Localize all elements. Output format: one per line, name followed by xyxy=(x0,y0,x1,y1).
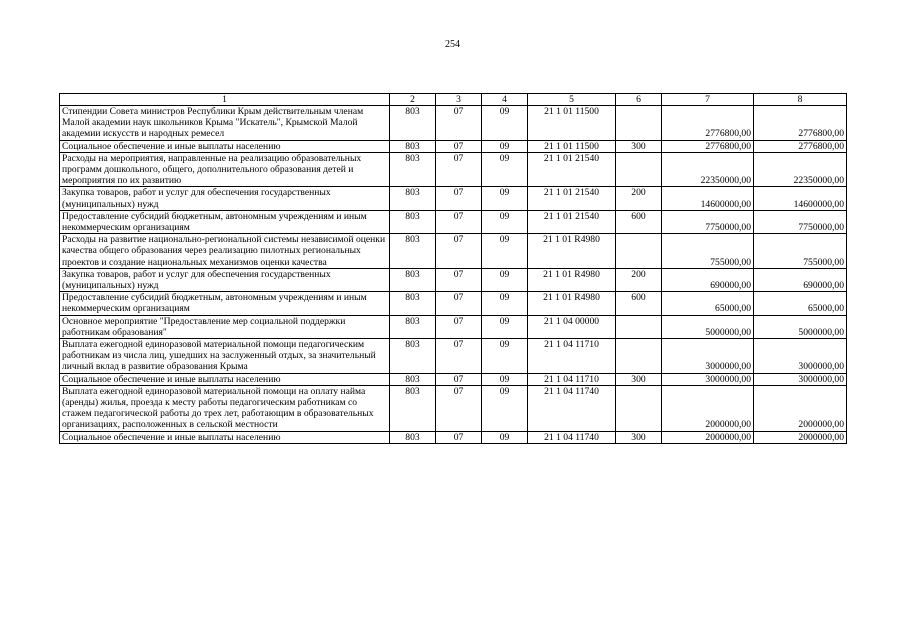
row-subsection: 09 xyxy=(482,431,528,443)
column-header: 3 xyxy=(436,94,482,106)
row-target-article: 21 1 04 11710 xyxy=(528,339,616,374)
column-header: 1 xyxy=(60,94,390,106)
row-amount-1: 2000000,00 xyxy=(662,385,754,431)
table-row xyxy=(60,234,847,269)
row-subsection: 09 xyxy=(482,106,528,141)
row-name: Предоставление субсидий бюджетным, автономным учреждениям и иным некоммерческим организациям xyxy=(60,210,390,233)
table-row xyxy=(60,140,847,152)
row-section: 07 xyxy=(436,106,482,141)
row-subsection: 09 xyxy=(482,385,528,431)
row-target-article: 21 1 04 11740 xyxy=(528,431,616,443)
page-number: 254 xyxy=(445,39,460,50)
row-target-article: 21 1 04 11740 xyxy=(528,385,616,431)
row-subsection: 09 xyxy=(482,268,528,291)
column-header: 6 xyxy=(616,94,662,106)
row-code-grbs: 803 xyxy=(390,187,436,210)
row-name: Предоставление субсидий бюджетным, автономным учреждениям и иным некоммерческим организациям xyxy=(60,292,390,315)
column-header: 5 xyxy=(528,94,616,106)
row-amount-1: 65000,00 xyxy=(662,292,754,315)
row-target-article: 21 1 01 21540 xyxy=(528,187,616,210)
row-expense-type xyxy=(616,152,662,187)
row-amount-1: 22350000,00 xyxy=(662,152,754,187)
row-expense-type: 600 xyxy=(616,292,662,315)
row-target-article: 21 1 01 R4980 xyxy=(528,234,616,269)
row-name: Социальное обеспечение и иные выплаты населению xyxy=(60,431,390,443)
column-header: 2 xyxy=(390,94,436,106)
row-amount-2: 2000000,00 xyxy=(754,385,847,431)
row-code-grbs: 803 xyxy=(390,339,436,374)
row-name: Социальное обеспечение и иные выплаты населению xyxy=(60,373,390,385)
row-code-grbs: 803 xyxy=(390,152,436,187)
row-code-grbs: 803 xyxy=(390,385,436,431)
row-name: Стипендии Совета министров Республики Крым действительным членам Малой академии наук школьников Крыма "Искатель", Крымской Малой академии искусств и народных ремесел xyxy=(60,106,390,141)
row-name: Расходы на развитие национально-региональной системы независимой оценки качества общего образования через реализацию пилотных региональных проектов и создание национальных механизмов оценки качества xyxy=(60,234,390,269)
row-amount-2: 14600000,00 xyxy=(754,187,847,210)
row-name: Социальное обеспечение и иные выплаты населению xyxy=(60,140,390,152)
row-code-grbs: 803 xyxy=(390,431,436,443)
row-target-article: 21 1 01 21540 xyxy=(528,210,616,233)
row-code-grbs: 803 xyxy=(390,292,436,315)
row-amount-2: 65000,00 xyxy=(754,292,847,315)
row-section: 07 xyxy=(436,234,482,269)
row-section: 07 xyxy=(436,187,482,210)
row-code-grbs: 803 xyxy=(390,373,436,385)
row-code-grbs: 803 xyxy=(390,210,436,233)
row-expense-type xyxy=(616,106,662,141)
row-subsection: 09 xyxy=(482,234,528,269)
row-name: Основное мероприятие "Предоставление мер социальной поддержки работникам образования" xyxy=(60,315,390,338)
column-header: 7 xyxy=(662,94,754,106)
row-expense-type: 200 xyxy=(616,268,662,291)
row-target-article: 21 1 01 21540 xyxy=(528,152,616,187)
row-amount-2: 2776800,00 xyxy=(754,140,847,152)
row-section: 07 xyxy=(436,315,482,338)
row-section: 07 xyxy=(436,268,482,291)
row-code-grbs: 803 xyxy=(390,140,436,152)
column-header: 8 xyxy=(754,94,847,106)
row-subsection: 09 xyxy=(482,292,528,315)
row-expense-type: 200 xyxy=(616,187,662,210)
row-amount-1: 2776800,00 xyxy=(662,140,754,152)
row-amount-2: 2776800,00 xyxy=(754,106,847,141)
row-target-article: 21 1 01 R4980 xyxy=(528,268,616,291)
row-code-grbs: 803 xyxy=(390,268,436,291)
row-expense-type xyxy=(616,339,662,374)
row-name: Закупка товаров, работ и услуг для обеспечения государственных (муниципальных) нужд xyxy=(60,268,390,291)
row-amount-2: 755000,00 xyxy=(754,234,847,269)
row-subsection: 09 xyxy=(482,140,528,152)
row-name: Выплата ежегодной единоразовой материальной помощи на оплату найма (аренды) жилья, проезда к месту работы педагогическим работникам со стажем педагогической работы до трех лет, работающим в образовательных организациях, расположенных в сельской местности xyxy=(60,385,390,431)
row-amount-1: 690000,00 xyxy=(662,268,754,291)
table-row xyxy=(60,268,847,291)
row-amount-1: 2000000,00 xyxy=(662,431,754,443)
row-amount-1: 5000000,00 xyxy=(662,315,754,338)
row-subsection: 09 xyxy=(482,339,528,374)
row-expense-type xyxy=(616,385,662,431)
table-row xyxy=(60,431,847,443)
row-subsection: 09 xyxy=(482,315,528,338)
row-section: 07 xyxy=(436,210,482,233)
table-row xyxy=(60,315,847,338)
row-amount-1: 7750000,00 xyxy=(662,210,754,233)
row-target-article: 21 1 04 11710 xyxy=(528,373,616,385)
table-row xyxy=(60,339,847,374)
row-amount-2: 3000000,00 xyxy=(754,339,847,374)
budget-table xyxy=(59,93,847,444)
row-expense-type: 300 xyxy=(616,431,662,443)
table-row xyxy=(60,373,847,385)
row-subsection: 09 xyxy=(482,187,528,210)
row-amount-1: 2776800,00 xyxy=(662,106,754,141)
row-target-article: 21 1 01 11500 xyxy=(528,140,616,152)
row-section: 07 xyxy=(436,339,482,374)
row-amount-2: 7750000,00 xyxy=(754,210,847,233)
row-expense-type: 300 xyxy=(616,373,662,385)
row-target-article: 21 1 04 00000 xyxy=(528,315,616,338)
row-name: Расходы на мероприятия, направленные на реализацию образовательных программ дошкольного, общего, дополнительного образования детей и мероприятия по их развитию xyxy=(60,152,390,187)
row-amount-1: 3000000,00 xyxy=(662,373,754,385)
table-row xyxy=(60,152,847,187)
table-row xyxy=(60,210,847,233)
row-section: 07 xyxy=(436,373,482,385)
row-amount-2: 22350000,00 xyxy=(754,152,847,187)
row-subsection: 09 xyxy=(482,152,528,187)
column-header: 4 xyxy=(482,94,528,106)
row-subsection: 09 xyxy=(482,373,528,385)
row-section: 07 xyxy=(436,385,482,431)
row-amount-1: 3000000,00 xyxy=(662,339,754,374)
row-code-grbs: 803 xyxy=(390,315,436,338)
row-subsection: 09 xyxy=(482,210,528,233)
row-amount-2: 3000000,00 xyxy=(754,373,847,385)
row-amount-1: 14600000,00 xyxy=(662,187,754,210)
row-section: 07 xyxy=(436,152,482,187)
row-expense-type xyxy=(616,234,662,269)
row-section: 07 xyxy=(436,431,482,443)
table-row xyxy=(60,106,847,141)
row-amount-2: 690000,00 xyxy=(754,268,847,291)
row-code-grbs: 803 xyxy=(390,234,436,269)
row-expense-type xyxy=(616,315,662,338)
table-row xyxy=(60,385,847,431)
table-header-row xyxy=(60,94,847,106)
row-name: Выплата ежегодной единоразовой материальной помощи педагогическим работникам из числа лиц, ушедших на заслуженный отдых, за значительный личный вклад в развитие образования Крыма xyxy=(60,339,390,374)
row-target-article: 21 1 01 11500 xyxy=(528,106,616,141)
row-expense-type: 600 xyxy=(616,210,662,233)
row-code-grbs: 803 xyxy=(390,106,436,141)
row-amount-2: 5000000,00 xyxy=(754,315,847,338)
row-amount-2: 2000000,00 xyxy=(754,431,847,443)
row-section: 07 xyxy=(436,140,482,152)
row-section: 07 xyxy=(436,292,482,315)
row-expense-type: 300 xyxy=(616,140,662,152)
row-name: Закупка товаров, работ и услуг для обеспечения государственных (муниципальных) нужд xyxy=(60,187,390,210)
row-target-article: 21 1 01 R4980 xyxy=(528,292,616,315)
row-amount-1: 755000,00 xyxy=(662,234,754,269)
table-row xyxy=(60,187,847,210)
table-row xyxy=(60,292,847,315)
